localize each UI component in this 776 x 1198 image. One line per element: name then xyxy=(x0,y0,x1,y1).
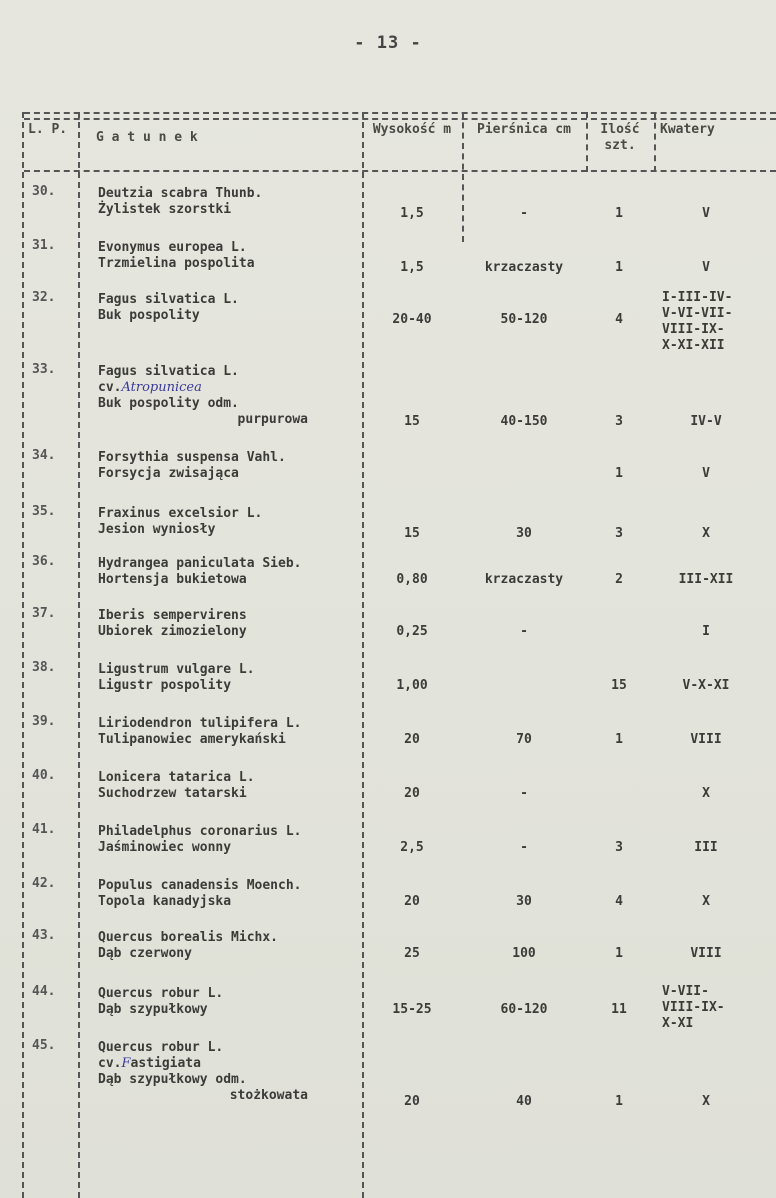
value-kwatery: X xyxy=(702,1094,710,1109)
species-polish-name: Jesion wyniosły xyxy=(98,522,216,537)
value-piersnica: 100 xyxy=(512,946,536,961)
page-number: - 13 - xyxy=(354,33,422,53)
species-latin-name: Lonicera tatarica L. xyxy=(98,770,255,785)
value-piersnica: 70 xyxy=(516,732,532,747)
species-polish-name: Tulipanowiec amerykański xyxy=(98,732,286,747)
species-latin-name: Deutzia scabra Thunb. xyxy=(98,186,263,201)
species-polish-name: Dąb szypułkowy xyxy=(98,1002,208,1017)
cultivar-prefix: cv. xyxy=(98,1056,122,1071)
species-latin-name: Fagus silvatica L. xyxy=(98,364,239,379)
value-kwatery: V xyxy=(702,466,710,481)
species-polish-name: Dąb szypułkowy odm. xyxy=(98,1072,247,1087)
value-piersnica: 30 xyxy=(516,526,532,541)
species-latin-name: Forsythia suspensa Vahl. xyxy=(98,450,286,465)
value-wysokosc: 1,00 xyxy=(396,678,428,693)
header-ilosc: Ilość szt. xyxy=(600,122,640,153)
value-ilosc: 3 xyxy=(615,526,623,541)
row-lp: 45. xyxy=(32,1038,56,1053)
species-latin-name: Quercus borealis Michx. xyxy=(98,930,279,945)
species-polish-name: Suchodrzew tatarski xyxy=(98,786,247,801)
species-cultivar xyxy=(98,380,362,396)
species-polish-name: Topola kanadyjska xyxy=(98,894,232,909)
handwritten-annotation: Atropunicea xyxy=(121,380,202,395)
value-ilosc: 3 xyxy=(615,414,623,429)
value-ilosc: 2 xyxy=(615,572,623,587)
header-bottom-rule xyxy=(24,170,776,172)
header-gatunek: G a t u n e k xyxy=(96,130,198,145)
row-lp: 44. xyxy=(32,984,56,999)
value-wysokosc: 15 xyxy=(404,414,420,429)
species-latin-name: Philadelphus coronarius L. xyxy=(98,824,302,839)
row-lp: 37. xyxy=(32,606,56,621)
species-polish-name: Forsycja zwisająca xyxy=(98,466,239,481)
row-lp: 35. xyxy=(32,504,56,519)
row-lp: 41. xyxy=(32,822,56,837)
row-lp: 42. xyxy=(32,876,56,891)
header-kwatery: Kwatery xyxy=(660,122,715,137)
value-ilosc: 4 xyxy=(615,894,623,909)
row-lp: 31. xyxy=(32,238,56,253)
value-piersnica: 60-120 xyxy=(500,1002,548,1017)
species-polish-name: Ubiorek zimozielony xyxy=(98,624,247,639)
value-wysokosc: 15-25 xyxy=(392,1002,432,1017)
value-piersnica: - xyxy=(520,840,528,855)
species-polish-name: Buk pospolity xyxy=(98,308,200,323)
value-piersnica: 50-120 xyxy=(500,312,548,327)
value-wysokosc: 1,5 xyxy=(400,206,424,221)
header-wysokosc: Wysokość m xyxy=(372,122,452,137)
species-variety-name: purpurowa xyxy=(237,412,308,427)
value-ilosc: 4 xyxy=(615,312,623,327)
col-divider-wysokosc xyxy=(462,112,464,242)
species-polish-name: Żylistek szorstki xyxy=(98,202,232,217)
species-polish-name: Ligustr pospolity xyxy=(98,678,232,693)
value-piersnica: - xyxy=(520,624,528,639)
species-latin-name: Quercus robur L. xyxy=(98,986,224,1001)
species-latin-name: Liriodendron tulipifera L. xyxy=(98,716,302,731)
value-wysokosc: 20 xyxy=(404,1094,420,1109)
value-wysokosc: 15 xyxy=(404,526,420,541)
value-kwatery: III-XII xyxy=(678,572,734,587)
species-polish-name: Dąb czerwony xyxy=(98,946,192,961)
value-wysokosc: 20-40 xyxy=(392,312,432,327)
value-kwatery: V-VII- VIII-IX- X-XI xyxy=(662,984,725,1031)
value-wysokosc: 20 xyxy=(404,786,420,801)
value-kwatery: X xyxy=(702,786,710,801)
handwritten-annotation: F xyxy=(121,1056,131,1071)
col-divider-lp xyxy=(78,112,80,1198)
row-lp: 32. xyxy=(32,290,56,305)
species-polish-name: Hortensja bukietowa xyxy=(98,572,247,587)
value-kwatery: X xyxy=(702,894,710,909)
value-piersnica: 40 xyxy=(516,1094,532,1109)
header-piersnica: Pierśnica cm xyxy=(477,122,571,137)
value-piersnica: - xyxy=(520,206,528,221)
value-kwatery: VIII xyxy=(690,946,722,961)
value-ilosc: 1 xyxy=(615,206,623,221)
header-lp: L. P. xyxy=(28,122,68,137)
table-top-rule xyxy=(24,112,776,114)
value-kwatery: VIII xyxy=(690,732,722,747)
value-wysokosc: 0,25 xyxy=(396,624,428,639)
row-lp: 33. xyxy=(32,362,56,377)
row-lp: 38. xyxy=(32,660,56,675)
value-kwatery: I-III-IV- V-VI-VII- VIII-IX- X-XI-XII xyxy=(662,290,733,353)
value-ilosc: 1 xyxy=(615,466,623,481)
value-kwatery: V xyxy=(702,260,710,275)
cultivar-prefix: cv. xyxy=(98,380,122,395)
row-lp: 36. xyxy=(32,554,56,569)
value-piersnica: 30 xyxy=(516,894,532,909)
row-lp: 40. xyxy=(32,768,56,783)
value-ilosc: 3 xyxy=(615,840,623,855)
value-wysokosc: 0,80 xyxy=(396,572,428,587)
value-kwatery: V-X-XI xyxy=(682,678,730,693)
value-wysokosc: 2,5 xyxy=(400,840,424,855)
value-kwatery: V xyxy=(702,206,710,221)
value-kwatery: I xyxy=(702,624,710,639)
value-kwatery: X xyxy=(702,526,710,541)
species-latin-name: Fraxinus excelsior L. xyxy=(98,506,263,521)
value-ilosc: 1 xyxy=(615,1094,623,1109)
species-latin-name: Ligustrum vulgare L. xyxy=(98,662,255,677)
species-latin-name: Hydrangea paniculata Sieb. xyxy=(98,556,302,571)
value-ilosc: 1 xyxy=(615,260,623,275)
value-piersnica: krzaczasty xyxy=(484,260,564,275)
cultivar-rest: astigiata xyxy=(130,1056,201,1071)
value-kwatery: IV-V xyxy=(690,414,722,429)
value-ilosc: 1 xyxy=(615,732,623,747)
value-wysokosc: 25 xyxy=(404,946,420,961)
value-ilosc: 1 xyxy=(615,946,623,961)
value-ilosc: 11 xyxy=(611,1002,627,1017)
species-polish-name: Buk pospolity odm. xyxy=(98,396,239,411)
table-top-rule-2 xyxy=(24,118,776,120)
value-ilosc: 15 xyxy=(611,678,627,693)
species-latin-name: Evonymus europea L. xyxy=(98,240,247,255)
species-latin-name: Populus canadensis Moench. xyxy=(98,878,302,893)
value-wysokosc: 20 xyxy=(404,894,420,909)
species-polish-name: Trzmielina pospolita xyxy=(98,256,255,271)
row-lp: 34. xyxy=(32,448,56,463)
species-latin-name: Fagus silvatica L. xyxy=(98,292,239,307)
value-wysokosc: 20 xyxy=(404,732,420,747)
species-cultivar xyxy=(98,1056,362,1072)
species-latin-name: Quercus robur L. xyxy=(98,1040,224,1055)
species-variety-name: stożkowata xyxy=(229,1088,308,1103)
table-left-border xyxy=(22,112,24,1198)
col-divider-ilosc xyxy=(654,112,656,172)
value-piersnica: krzaczasty xyxy=(484,572,564,587)
row-lp: 43. xyxy=(32,928,56,943)
value-wysokosc: 1,5 xyxy=(400,260,424,275)
value-piersnica: - xyxy=(520,786,528,801)
value-kwatery: III xyxy=(694,840,718,855)
species-latin-name: Iberis sempervirens xyxy=(98,608,247,623)
value-piersnica: 40-150 xyxy=(500,414,548,429)
species-polish-name: Jaśminowiec wonny xyxy=(98,840,232,855)
row-lp: 39. xyxy=(32,714,56,729)
row-lp: 30. xyxy=(32,184,56,199)
